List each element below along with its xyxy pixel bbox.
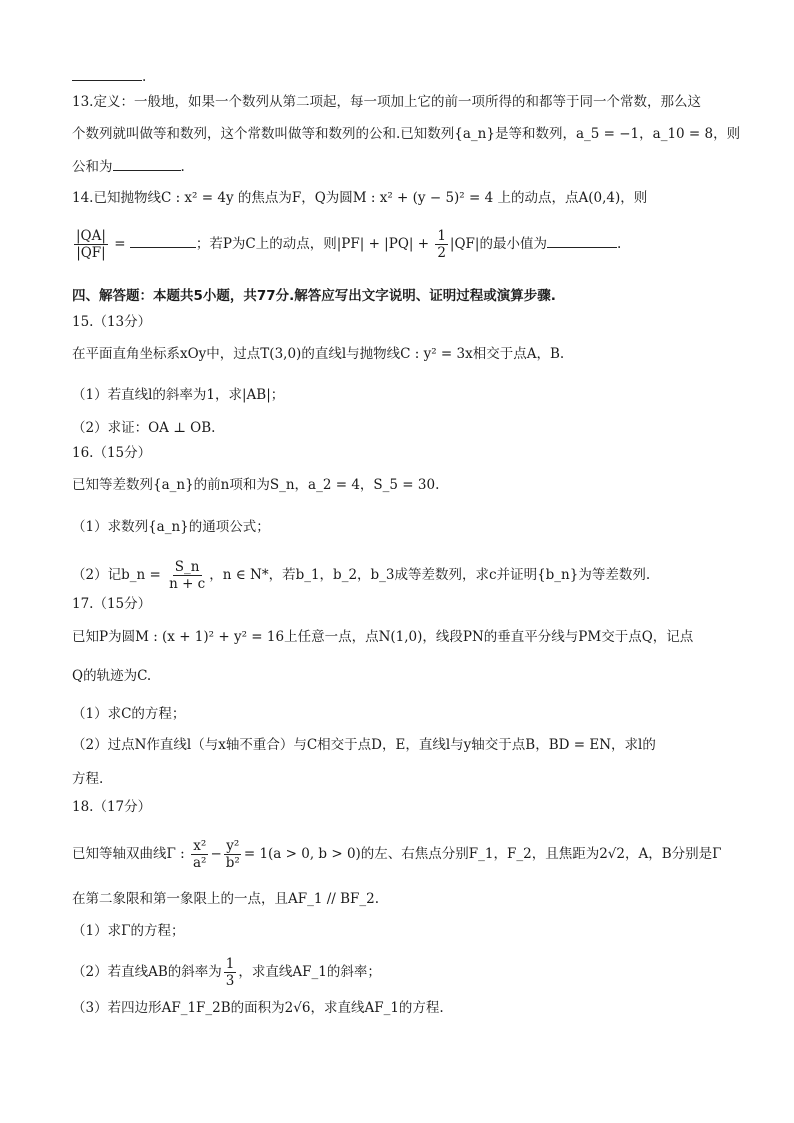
q17-stem-2: Q的轨迹为C. <box>72 668 152 684</box>
answer-blank <box>130 233 196 248</box>
y-squared-fraction: $\frac{\text{y²}}{\text{b²}}$ <box>225 838 240 871</box>
answer-blank <box>547 233 617 248</box>
q13-line-1: 13.定义：一般地，如果一个数列从第二项起，每一项加上它的前一项所得的和都等于同一个常数，那么这 <box>72 94 701 110</box>
q16-part-2: （2）记b_n = $\frac{S\_n}{n + c}$ ，n ∈ N*，若b_1，b_2，b_3成等差数列，求c并证明{b_n}为等差数列. <box>72 559 651 592</box>
q13-line-2: 个数列就叫做等和数列，这个常数叫做等和数列的公和.已知数列{a_n}是等和数列，a_5 = −1，a_10 = 8，则 <box>72 126 741 142</box>
q17-part-2b: 方程. <box>72 771 104 787</box>
q18-part-2: （2）若直线AB的斜率为 $\frac{1}{3}$ ，求直线AF_1的斜率； <box>72 956 381 989</box>
q15-stem: 在平面直角坐标系xOy中，过点T(3,0)的直线l与抛物线C : y² = 3x相交于点A，B. <box>72 346 565 362</box>
answer-blank <box>72 66 142 81</box>
top-answer-blank: . <box>72 66 146 87</box>
q14-half-fraction: $\frac{1}{2}$ <box>437 228 446 261</box>
q15-header: 15.（13分） <box>72 314 152 330</box>
q14-line-2: $\frac{|QA|}{|QF|}$ = ；若P为C上的动点，则|PF| + |PQ| + $\frac{1}{2}$ |QF|的最小值为 . <box>76 228 622 261</box>
answer-blank <box>113 156 181 171</box>
x-squared-fraction: $\frac{\text{x²}}{\text{a²}}$ <box>193 838 207 871</box>
q14-line-1: 14.已知抛物线C : x² = 4y 的焦点为F，Q为圆M : x² + (y − 5)² = 4 上的动点，点A(0,4)，则 <box>72 190 648 206</box>
q16-header: 16.（15分） <box>72 445 152 461</box>
q17-part-2a: （2）过点N作直线l（与x轴不重合）与C相交于点D，E，直线l与y轴交于点B，BD = EN，求l的 <box>72 737 656 753</box>
q18-part-3: （3）若四边形AF_1F_2B的面积为2√6，求直线AF_1的方程. <box>72 1000 444 1016</box>
q18-stem-2: 在第二象限和第一象限上的一点，且AF_1 // BF_2. <box>72 891 380 907</box>
q13-line-3: 公和为 . <box>72 156 185 177</box>
q16-part-1: （1）求数列{a_n}的通项公式； <box>72 519 270 535</box>
q18-stem-1: 已知等轴双曲线Γ : $\frac{\text{x²}}{\text{a²}}$ − $\frac{\text{y²}}{\text{b²}}$ = 1(a > 0, b > 0)的左、右焦点分别F_1，F_2，且焦距为2√2，A，B分别是Γ <box>72 838 722 871</box>
q14-ratio-fraction: $\frac{|QA|}{|QF|}$ <box>76 228 106 261</box>
section-4-heading: 四、解答题：本题共5小题，共77分.解答应写出文字说明、证明过程或演算步骤. <box>72 288 556 304</box>
b-n-fraction: $\frac{S\_n}{n + c}$ <box>169 559 206 592</box>
q16-stem: 已知等差数列{a_n}的前n项和为S_n，a_2 = 4，S_5 = 30. <box>72 477 440 493</box>
q18-part-1: （1）求Γ的方程； <box>72 923 185 939</box>
slope-fraction: $\frac{1}{3}$ <box>225 956 235 989</box>
q17-stem-1: 已知P为圆M : (x + 1)² + y² = 16上任意一点，点N(1,0)，线段PN的垂直平分线与PM交于点Q，记点 <box>72 629 694 645</box>
q17-header: 17.（15分） <box>72 596 152 612</box>
q15-part-2: （2）求证：OA ⊥ OB. <box>72 420 216 436</box>
q15-part-1: （1）若直线l的斜率为1，求|AB|； <box>72 387 285 403</box>
q17-part-1: （1）求C的方程； <box>72 706 186 722</box>
q18-header: 18.（17分） <box>72 799 152 815</box>
